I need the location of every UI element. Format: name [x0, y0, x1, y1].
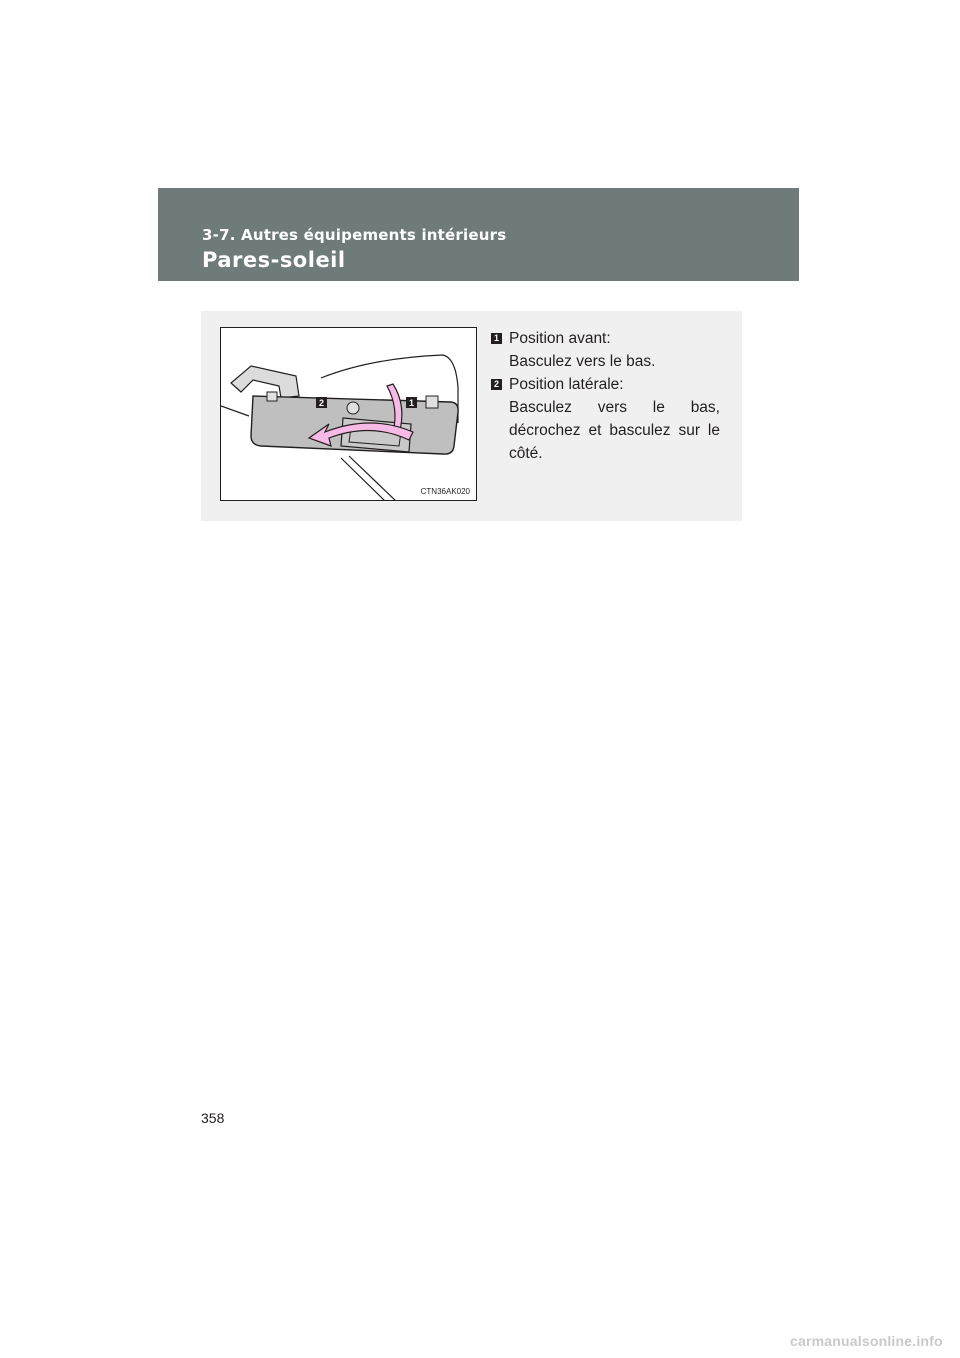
visor-pivot-mount: [426, 396, 438, 408]
pillar-line-2: [349, 456, 397, 501]
watermark: carmanualsonline.info: [790, 1333, 943, 1349]
step-list: [490, 327, 720, 465]
page-title: Pares-soleil: [202, 248, 346, 272]
figure-code: CTN36AK020: [420, 487, 470, 496]
door-line: [221, 406, 249, 416]
section-label: 3-7. Autres équipements intérieurs: [202, 226, 507, 244]
step-body: Basculez vers le bas, décrochez et basculez sur le côté.: [509, 399, 720, 462]
visor-hinge: [347, 402, 359, 414]
step-item: [490, 373, 720, 465]
step-item: [490, 327, 720, 373]
assist-grip: [231, 366, 299, 398]
page-number: 358: [201, 1110, 225, 1126]
callout-1-label: 1: [408, 398, 415, 408]
callout-2-label: 2: [318, 398, 325, 408]
step-body: Basculez vers le bas.: [509, 353, 656, 370]
step-number-icon: 2: [491, 379, 502, 390]
sun-visor-drawing: [221, 328, 477, 501]
step-heading: Position latérale:: [509, 376, 624, 393]
visor-clip-left: [267, 392, 277, 401]
sun-visor-illustration: [220, 327, 477, 501]
step-heading: Position avant:: [509, 330, 611, 347]
chapter-header: [158, 188, 799, 281]
pillar-line-1: [341, 458, 386, 501]
content-box: [201, 311, 742, 521]
step-number-icon: 1: [491, 333, 502, 344]
